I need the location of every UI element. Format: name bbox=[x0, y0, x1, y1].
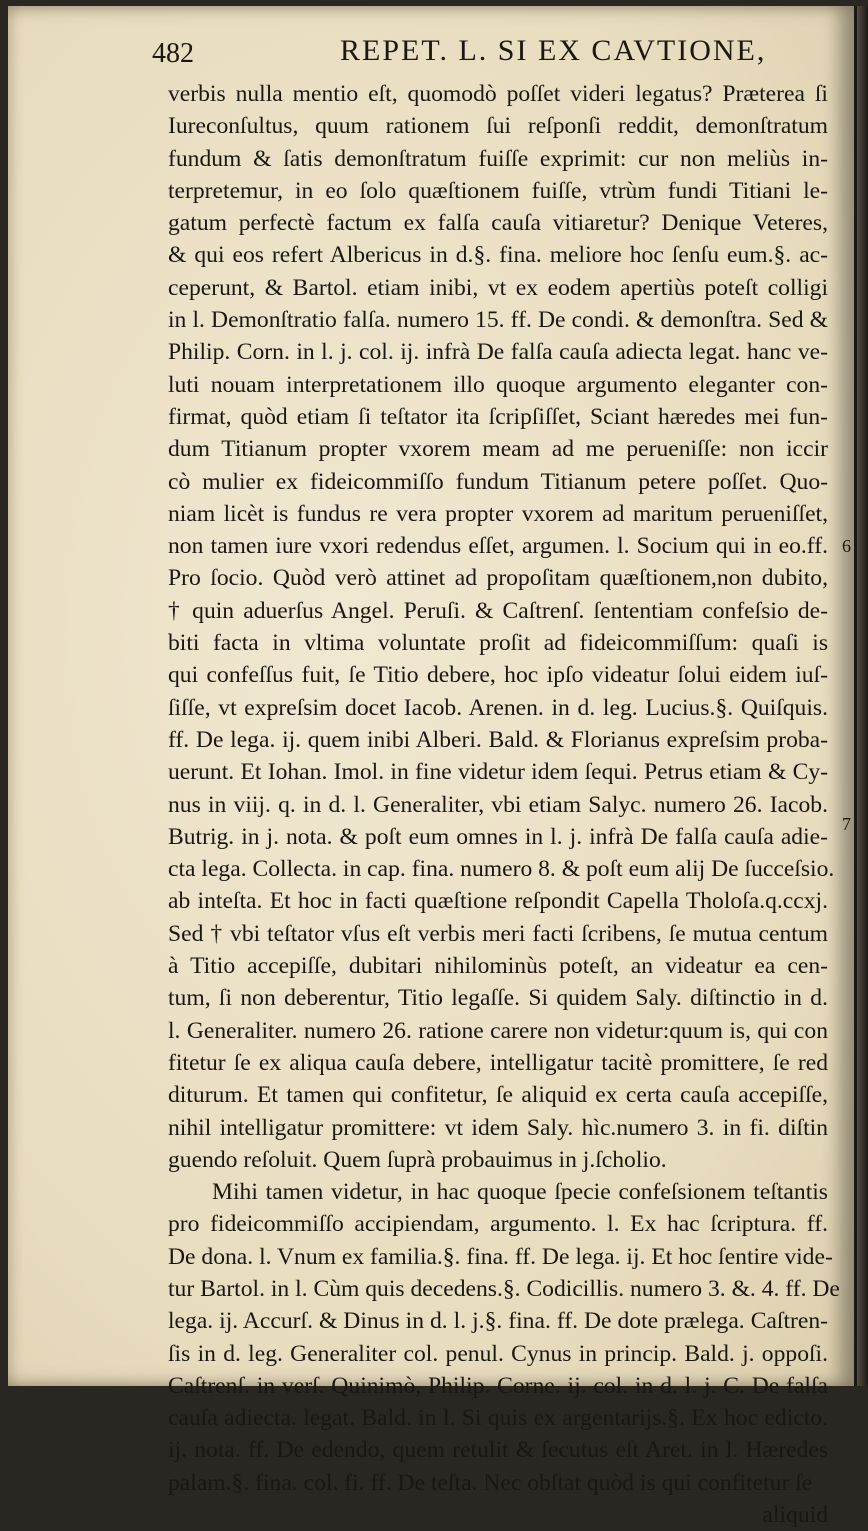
text-line: verbis nulla mentio eſt, quomodò poſſet videri legatus? Præterea ſi bbox=[168, 81, 828, 107]
text-line: Philip. Corn. in l. j. col. ij. infrà De falſa cauſa adiecta legat. hanc ve- bbox=[168, 339, 828, 366]
text-line: nus in viij. q. in d. l. Generaliter, vbi etiam Salyc. numero 26. Iacob. bbox=[168, 791, 828, 818]
text-line: palam.§. fina. col. fi. ff. De teſta. Nec obſtat quòd is qui confitetur ſe bbox=[168, 1469, 813, 1496]
text-line: Caſtrenſ. in verſ. Quinimò, Philip. Corne. ij. col. in d. l. j. C. De falſa bbox=[168, 1372, 828, 1399]
margin-note-7: 7 bbox=[842, 814, 851, 834]
catchword: aliquid bbox=[762, 1502, 828, 1529]
text-line: luti nouam interpretationem illo quoque argumento eleganter con- bbox=[168, 371, 828, 398]
paragraph-1 bbox=[168, 78, 835, 1176]
text-line: Iureconſultus, quum rationem ſui reſponſi reddit, demonſtratum bbox=[168, 113, 828, 140]
text-line: fitetur ſe ex aliqua cauſa debere, intelligatur tacitè promittere, ſe red bbox=[168, 1049, 828, 1076]
text-line: lega. ij. Accurſ. & Dinus in d. l. j.§. fina. ff. De dote prælega. Caſtren- bbox=[168, 1308, 828, 1335]
text-line: à Titio accepiſſe, dubitari nihilominùs poteſt, an videatur ea cen- bbox=[168, 953, 828, 980]
text-line: uerunt. Et Iohan. Imol. in fine videtur idem ſequi. Petrus etiam & Cy- bbox=[168, 759, 828, 786]
text-line: pro fideicommiſſo accipiendam, argumento. l. Ex hac ſcriptura. ff. bbox=[168, 1211, 828, 1238]
text-line: niam licèt is fundus re vera propter vxorem ad maritum perueniſſet, bbox=[168, 500, 828, 527]
text-line: qui confeſſus fuit, ſe Titio debere, hoc ipſo videatur ſolui eidem iuſ- bbox=[168, 662, 828, 689]
text-line: firmat, quòd etiam ſi teſtator ita ſcripſiſſet, Sciant hæredes mei fun- bbox=[168, 403, 828, 430]
text-line: & qui eos refert Albericus in d.§. fina. meliore hoc ſenſu eum.§. ac- bbox=[168, 242, 828, 269]
running-title: REPET. L. SI EX CAVTIONE, bbox=[340, 34, 767, 67]
text-line: † quin aduerſus Angel. Peruſi. & Caſtrenſ. ſententiam confeſsio de- bbox=[168, 597, 828, 624]
text-line: ſiſſe, vt expreſsim docet Iacob. Arenen. in d. leg. Lucius.§. Quiſquis. bbox=[168, 694, 828, 721]
text-line: cò mulier ex fideicommiſſo fundum Titianum petere poſſet. Quo- bbox=[168, 468, 828, 495]
text-line: ff. De lega. ij. quem inibi Alberi. Bald. & Florianus expreſsim proba- bbox=[168, 726, 828, 753]
text-line: fundum & ſatis demonſtratum fuiſſe exprimit: cur non meliùs in- bbox=[168, 145, 828, 172]
text-line: in l. Demonſtratio falſa. numero 15. ff. De condi. & demonſtra. Sed & bbox=[168, 307, 828, 334]
text-line: ſis in d. leg. Generaliter col. penul. Cynus in princip. Bald. j. oppoſi. bbox=[168, 1340, 828, 1367]
text-line: Sed † vbi teſtator vſus eſt verbis meri facti ſcribens, ſe mutua centum bbox=[168, 920, 828, 947]
text-line: cauſa adiecta. legat. Bald. in l. Si quis ex argentarijs.§. Ex hoc edicto. bbox=[168, 1405, 828, 1432]
text-line: guendo reſoluit. Quem ſuprà probauimus in j.ſcholio. bbox=[168, 1146, 667, 1173]
text-line: nihil intelligatur promittere: vt idem Saly. hìc.numero 3. in fi. diſtin bbox=[168, 1114, 828, 1141]
book-spine-edge bbox=[856, 6, 868, 1386]
text-line: ij. nota. ff. De edendo, quem retulit & ſecutus eſt Aret. in l. Hæredes bbox=[168, 1437, 828, 1464]
text-line: biti facta in vltima voluntate proſit ad fideicommiſſum: quaſi is bbox=[168, 630, 828, 657]
text-line: cta lega. Collecta. in cap. fina. numero 8. & poſt eum alij De ſucceſsio. bbox=[168, 856, 835, 883]
text-line: ab inteſta. Et hoc in facti quæſtione reſpondit Capella Tholoſa.q.ccxj. bbox=[168, 888, 828, 915]
text-line: Mihi tamen videtur, in hac quoque ſpecie confeſsionem teſtantis bbox=[212, 1179, 828, 1206]
text-line: Butrig. in j. nota. & poſt eum omnes in l. j. infrà De falſa cauſa adie- bbox=[168, 823, 828, 850]
text-line: tum, ſi non deberentur, Titio legaſſe. Si quidem Saly. diſtinctio in d. bbox=[168, 985, 828, 1012]
paragraph-2 bbox=[168, 1176, 840, 1499]
text-line: l. Generaliter. numero 26. ratione carere non videtur:quum is, qui con bbox=[168, 1017, 828, 1044]
text-line: dum Titianum propter vxorem meam ad me perueniſſe: non iccir bbox=[168, 436, 828, 463]
text-line: Pro ſocio. Quòd verò attinet ad propoſitam quæſtionem,non dubito, bbox=[168, 565, 828, 592]
margin-note-6: 6 bbox=[842, 536, 851, 556]
text-block bbox=[168, 78, 840, 1531]
text-line: non tamen iure vxori redendus eſſet, argumen. l. Socium qui in eo.ff. bbox=[168, 533, 828, 560]
text-line: terpretemur, in eo ſolo quæſtionem fuiſſe, vtrùm fundi Titiani le- bbox=[168, 177, 828, 204]
text-line: ceperunt, & Bartol. etiam inibi, vt ex eodem apertiùs poteſt colligi bbox=[168, 274, 828, 301]
text-line: tur Bartol. in l. Cùm quis decedens.§. Codicillis. numero 3. &. 4. ff. De bbox=[168, 1275, 840, 1302]
text-line: gatum perfectè factum ex falſa cauſa vitiaretur? Denique Veteres, bbox=[168, 210, 828, 237]
text-line: De dona. l. Vnum ex familia.§. fina. ff. De lega. ij. Et hoc ſentire vide- bbox=[168, 1243, 833, 1270]
page-number: 482 bbox=[152, 38, 194, 69]
text-line: diturum. Et tamen qui confitetur, ſe aliquid ex certa cauſa accepiſſe, bbox=[168, 1082, 828, 1109]
